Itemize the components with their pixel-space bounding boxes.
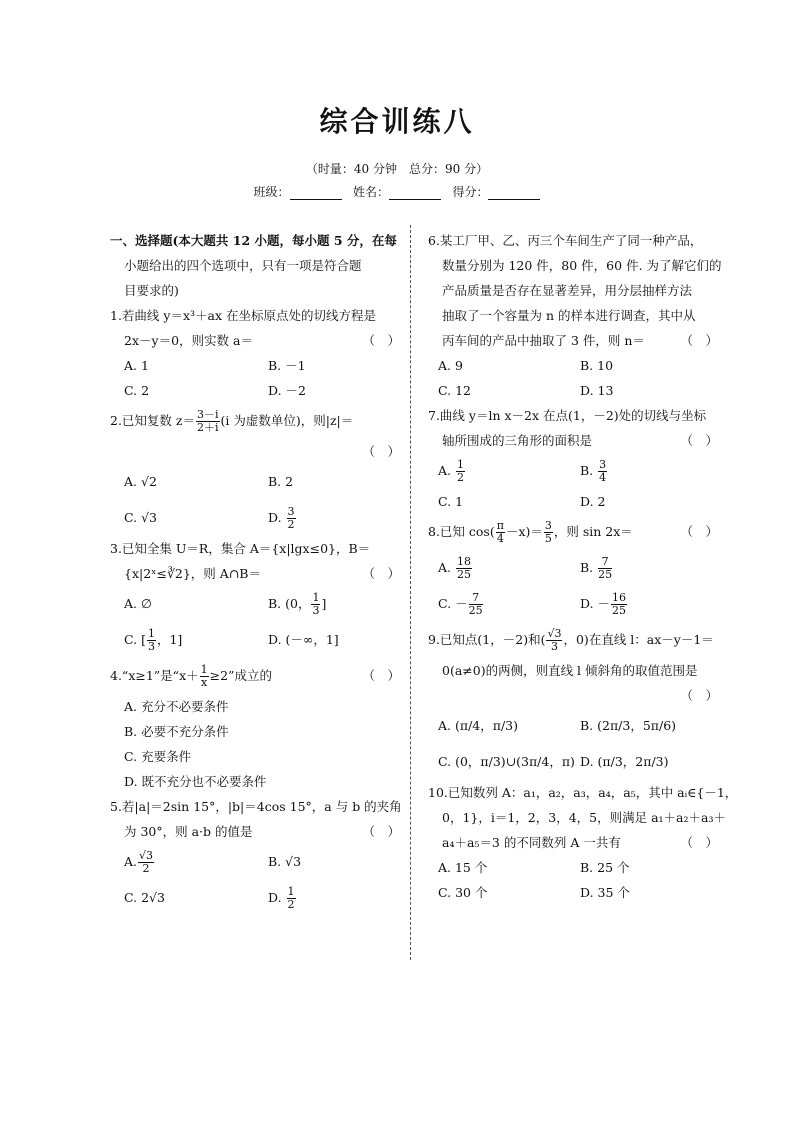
q3-stem-line2: {x|2ˣ≤∛2}，则 A∩B＝ （ ） [110,561,400,586]
right-column [428,228,738,905]
q1-stem: 1.若曲线 y＝x³＋ax 在坐标原点处的切线方程是 [110,308,376,323]
left-column [110,228,400,916]
q6-stem-line3: 产品质量是否存在显著差异，用分层抽样方法 [442,283,693,298]
class-blank[interactable] [290,187,342,200]
name-label: 姓名： [352,185,389,199]
q6-options-cd [428,378,718,403]
q10-option-d[interactable]: D. 35 个 [580,885,630,900]
q5-stem-line2: 为 30°，则 a·b 的值是 （ ） [110,819,400,844]
q1-stem-line2: 2x－y＝0，则实数 a＝ （ ） [110,328,400,353]
fraction: $\frac{1}{x}$ [200,663,208,689]
q1-option-a[interactable]: A. 1 [124,358,149,373]
q1-option-b[interactable]: B. －1 [268,358,306,373]
q6-options-ab [428,353,718,378]
q2-options-cd [110,500,400,536]
q9-option-c[interactable]: C. (0，π/3)∪(3π/4，π) [438,754,575,769]
time-score: （时量：40 分钟 总分：90 分） [305,162,489,176]
q2-options-ab [110,464,400,500]
q10-option-a[interactable]: A. 15 个 [438,860,488,875]
q4-option-c[interactable]: C. 充要条件 [124,749,192,764]
q7-options-ab [428,453,718,489]
q6-option-b[interactable]: B. 10 [580,358,614,373]
section-heading-line3: 目要求的) [124,283,179,298]
q5-options-ab [110,844,400,880]
q8-option-c[interactable]: C. － $\frac{7}{25}$ [438,591,483,617]
answer-paren[interactable]: （ ） [680,433,718,448]
q3-options-cd [110,622,400,658]
q10-stem: 10.已知数列 A：a₁，a₂，a₃，a₄，a₅，其中 aᵢ∈{－1， [428,785,738,800]
q8-stem: 8.已知 cos( $\frac{\pi}{4}$ －x)＝ $\frac{3}{5}$ ，则 sin 2x＝ （ ） [428,514,718,550]
score-label: 得分： [452,185,489,199]
q9-option-a[interactable]: A. (π/4，π/3) [438,718,518,733]
q1-option-d[interactable]: D. －2 [268,383,306,398]
q10-option-b[interactable]: B. 25 个 [580,860,630,875]
q10-stem-line3: a₄＋a₅＝3 的不同数列 A 一共有 （ ） [428,830,718,855]
q5-options-cd [110,880,400,916]
q9-stem: 9.已知点(1，－2)和( $\frac{√3}{3}$ ，0)在直线 l：ax－y－1＝ [428,627,714,653]
q9-option-d[interactable]: D. (π/3，2π/3) [580,754,669,769]
q2-option-b[interactable]: B. 2 [268,474,294,489]
page-title: 综合训练八 [319,105,475,138]
q3-option-d[interactable]: D. (－∞，1] [268,632,339,647]
q8-option-d[interactable]: D. － $\frac{16}{25}$ [580,591,627,617]
q1-option-c[interactable]: C. 2 [124,383,150,398]
q2-paren-line [110,439,400,464]
q6-option-d[interactable]: D. 13 [580,383,614,398]
q6-stem-line2: 数量分别为 120 件，80 件，60 件. 为了解它们的 [442,258,722,273]
q2-option-c[interactable]: C. √3 [124,510,157,525]
answer-paren[interactable]: （ ） [680,688,718,703]
answer-paren[interactable]: （ ） [362,668,400,683]
q7-stem-line2: 轴所围成的三角形的面积是 （ ） [428,428,718,453]
q6-option-c[interactable]: C. 12 [438,383,471,398]
q2-option-d[interactable]: D. $\frac{3}{2}$ [268,505,295,531]
q7-option-a[interactable]: A. $\frac{1}{2}$ [438,458,464,484]
q3-option-b[interactable]: B. (0， $\frac{1}{3}$ ] [268,591,327,617]
q7-options-cd [428,489,718,514]
answer-paren[interactable]: （ ） [362,824,400,839]
q5-option-b[interactable]: B. √3 [268,854,302,869]
q8-options-ab [428,550,718,586]
q9-paren-line [428,683,718,708]
section-heading: 一、选择题(本大题共 12 小题，每小题 5 分，在每 [110,233,397,248]
section-heading-line2: 小题给出的四个选项中，只有一项是符合题 [124,258,362,273]
q8-option-b[interactable]: B. $\frac{7}{25}$ [580,555,613,581]
q7-option-c[interactable]: C. 1 [438,494,464,509]
q6-stem-line4: 抽取了一个容量为 n 的样本进行调查，其中从 [442,308,696,323]
q2-stem: 2.已知复数 z＝ $\frac{3-i}{2+i}$ (i 为虚数单位)，则|z|＝ [110,408,354,434]
q9-options-cd [428,744,718,780]
column-divider [410,225,411,960]
q5-option-c[interactable]: C. 2√3 [124,890,165,905]
q3-option-a[interactable]: A. ∅ [124,596,152,611]
q5-option-d[interactable]: D. $\frac{1}{2}$ [268,885,295,911]
student-info-line [0,183,794,200]
answer-paren[interactable]: （ ） [362,444,400,459]
q4-option-d[interactable]: D. 既不充分也不必要条件 [124,774,267,789]
q1-options-cd [110,378,400,403]
q9-options-ab [428,708,718,744]
q4-option-a[interactable]: A. 充分不必要条件 [124,699,229,714]
q3-stem: 3.已知全集 U＝R，集合 A＝{x|lgx≤0}，B＝ [110,541,371,556]
q3-options-ab [110,586,400,622]
q8-option-a[interactable]: A. $\frac{18}{25}$ [438,555,471,581]
answer-paren[interactable]: （ ） [680,524,718,539]
q10-stem-line2: 0，1}，i＝1，2，3，4，5，则满足 a₁＋a₂＋a₃＋ [442,810,726,825]
q10-option-c[interactable]: C. 30 个 [438,885,488,900]
answer-paren[interactable]: （ ） [680,835,718,850]
q6-stem-line5: 丙车间的产品中抽取了 3 件，则 n＝ （ ） [428,328,718,353]
q1-options-ab [110,353,400,378]
q4-option-b[interactable]: B. 必要不充分条件 [124,724,229,739]
q5-stem: 5.若|a|＝2sin 15°，|b|＝4cos 15°，a 与 b 的夹角 [110,799,402,814]
answer-paren[interactable]: （ ） [680,333,718,348]
class-label: 班级： [253,185,290,199]
q6-stem: 6.某工厂甲、乙、丙三个车间生产了同一种产品， [428,233,703,248]
fraction: $\frac{3-i}{2+i}$ [197,408,219,434]
answer-paren[interactable]: （ ） [362,566,400,581]
q9-option-b[interactable]: B. (2π/3，5π/6) [580,718,677,733]
q6-option-a[interactable]: A. 9 [438,358,463,373]
q3-option-c[interactable]: C. [ $\frac{1}{3}$ ，1] [124,627,183,653]
answer-paren[interactable]: （ ） [362,333,400,348]
q8-options-cd [428,586,718,622]
q4-stem: 4.“x≥1”是“x＋ $\frac{1}{x}$ ≥2”成立的 （ ） [110,658,400,694]
q10-options-ab [428,855,718,880]
score-blank[interactable] [488,187,540,200]
q7-stem: 7.曲线 y＝ln x－2x 在点(1，－2)处的切线与坐标 [428,408,707,423]
q5-option-a[interactable]: A. $\frac{√3}{2}$ [124,849,154,875]
q2-option-a[interactable]: A. √2 [124,474,157,489]
q7-option-b[interactable]: B. $\frac{3}{4}$ [580,458,607,484]
q7-option-d[interactable]: D. 2 [580,494,606,509]
q9-stem-line2: 0(a≠0)的两侧，则直线 l 倾斜角的取值范围是 [442,663,698,678]
q10-options-cd [428,880,718,905]
name-blank[interactable] [389,187,441,200]
